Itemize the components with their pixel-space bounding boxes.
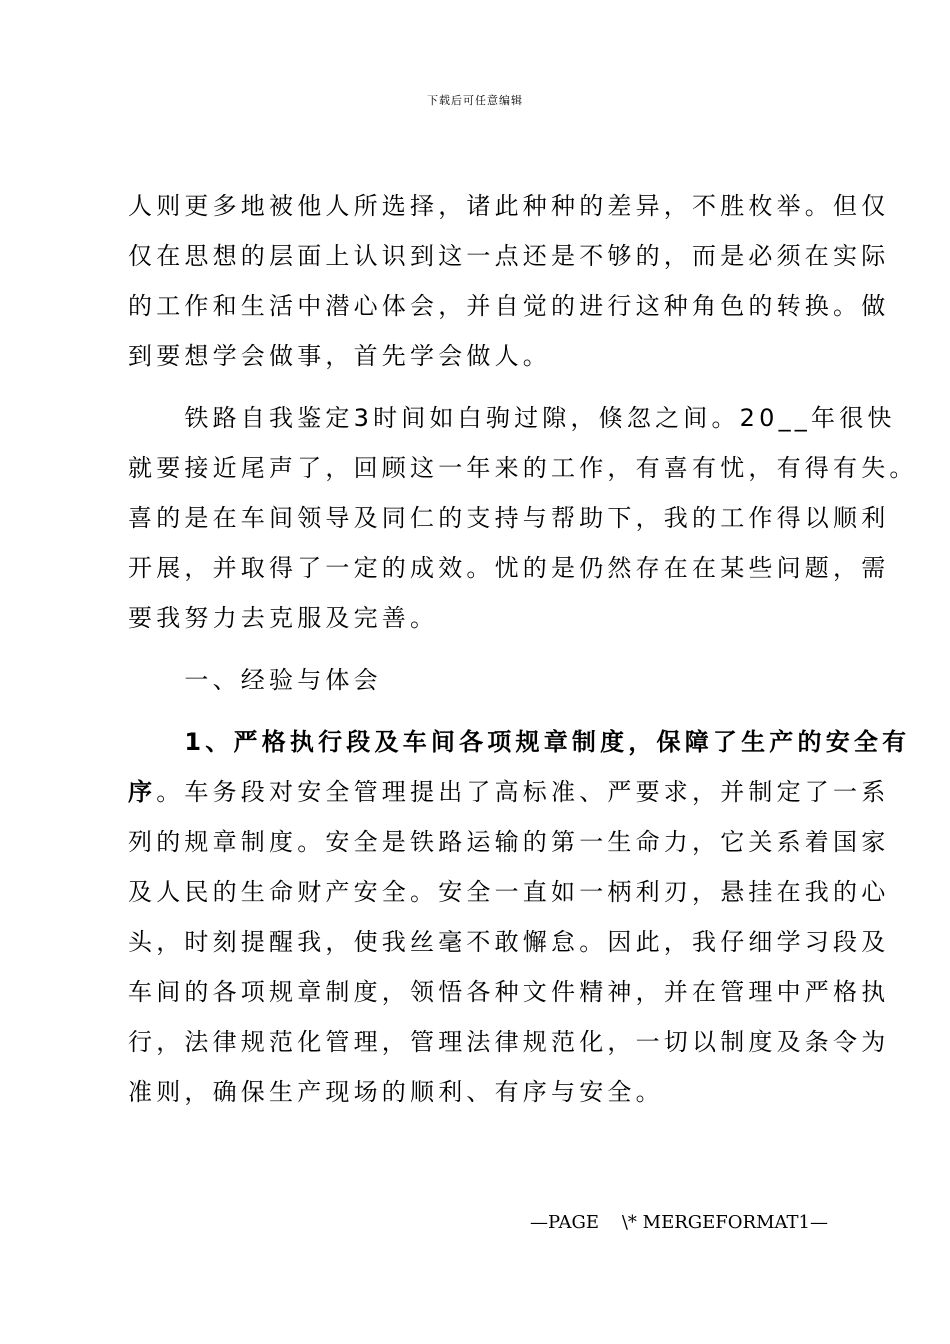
body-line: 就要接近尾声了，回顾这一年来的工作，有喜有忧，有得有失。 bbox=[128, 454, 918, 482]
body-line: 准则，确保生产现场的顺利、有序与安全。 bbox=[128, 1078, 664, 1106]
body-line: 及人民的生命财产安全。安全一直如一柄利刃，悬挂在我的心 bbox=[128, 878, 890, 906]
section-heading: 一、经验与体会 bbox=[128, 666, 382, 694]
body-line: 要我努力去克服及完善。 bbox=[128, 604, 439, 632]
body-line: 喜的是在车间领导及同仁的支持与帮助下，我的工作得以顺利 bbox=[128, 504, 890, 532]
body-line: 仅在思想的层面上认识到这一点还是不够的，而是必须在实际 bbox=[128, 242, 890, 270]
body-line: 车间的各项规章制度，领悟各种文件精神，并在管理中严格执 bbox=[128, 978, 890, 1006]
body-line: 开展，并取得了一定的成效。忧的是仍然存在在某些问题，需 bbox=[128, 554, 890, 582]
body-line: 行，法律规范化管理，管理法律规范化，一切以制度及条令为 bbox=[128, 1028, 890, 1056]
page-header: 下载后可任意编辑 bbox=[427, 94, 523, 107]
body-line: 头，时刻提醒我，使我丝毫不敢懈怠。因此，我仔细学习段及 bbox=[128, 928, 890, 956]
body-line: 到要想学会做事，首先学会做人。 bbox=[128, 342, 551, 370]
body-line: 的工作和生活中潜心体会，并自觉的进行这种角色的转换。做 bbox=[128, 292, 890, 320]
subheading-tail: 序 bbox=[128, 778, 157, 806]
body-line: 人则更多地被他人所选择，诸此种种的差异，不胜枚举。但仅 bbox=[128, 192, 890, 220]
body-line-rest: 。车务段对安全管理提出了高标准、严要求，并制定了一系 bbox=[156, 778, 890, 806]
body-line: 铁路自我鉴定3时间如白驹过隙，倏忽之间。20__年很快 bbox=[128, 404, 896, 432]
subheading-line: 1、严格执行段及车间各项规章制度，保障了生产的安全有 bbox=[128, 728, 911, 756]
page-footer: —PAGE \* MERGEFORMAT1— bbox=[530, 1212, 828, 1233]
body-line bbox=[128, 776, 890, 808]
body-line: 列的规章制度。安全是铁路运输的第一生命力，它关系着国家 bbox=[128, 828, 890, 856]
